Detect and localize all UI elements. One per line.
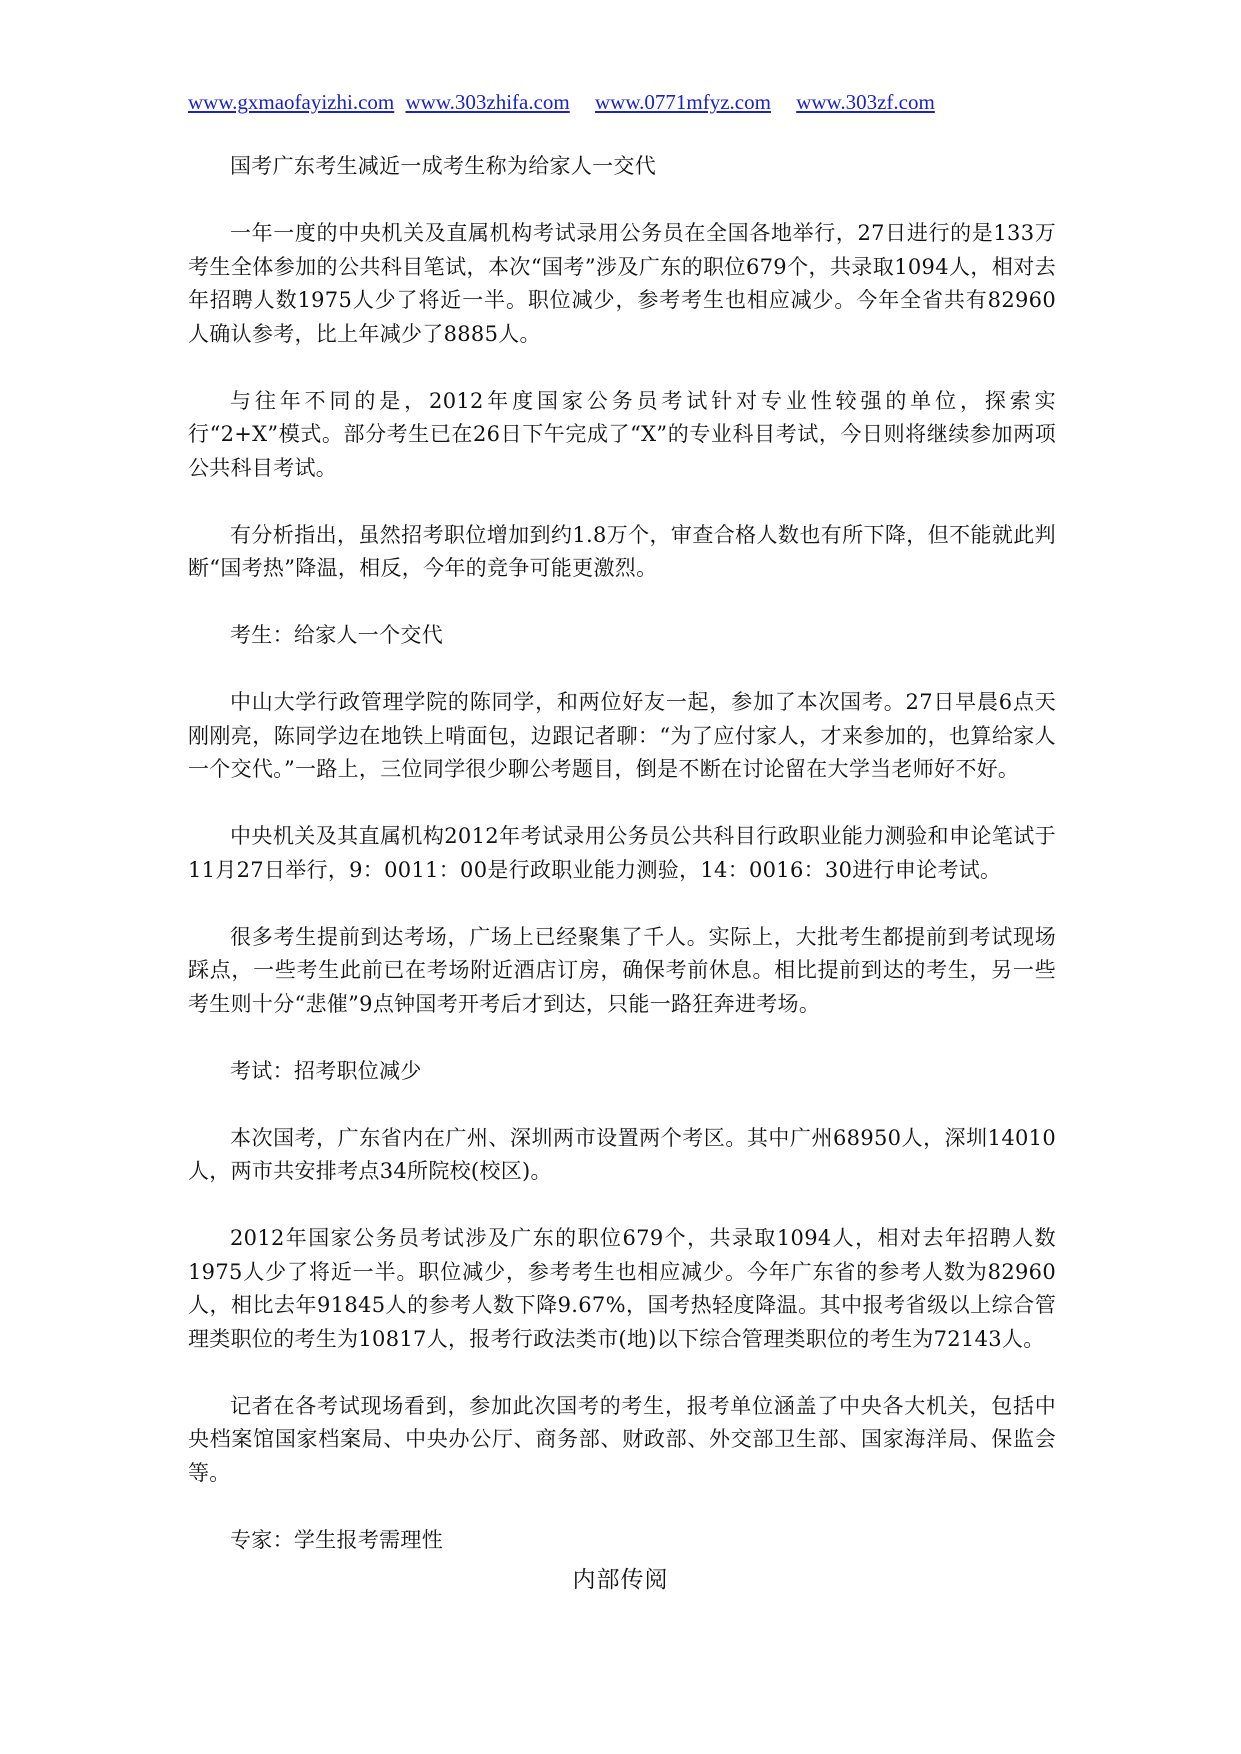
section-heading: 专家：学生报考需理性 — [230, 1527, 443, 1552]
footer-label: 内部传阅 — [572, 1567, 669, 1593]
paragraph: 记者在各考试现场看到，参加此次国考的考生，报考单位涵盖了中央各大机关，包括中央档案馆国家档案局、中央办公厅、商务部、财政部、外交部卫生部、国家海洋局、保监会等。 — [188, 1393, 1056, 1485]
header-links — [188, 88, 935, 116]
paragraph: 中山大学行政管理学院的陈同学，和两位好友一起，参加了本次国考。27日早晨6点天刚刚亮，陈同学边在地铁上啃面包，边跟记者聊：“为了应付家人，才来参加的，也算给家人一个交代。”一路上，三位同学很少聊公考题目，倒是不断在讨论留在大学当老师好不好。 — [188, 690, 1056, 781]
section-heading: 考生：给家人一个交代 — [230, 623, 443, 647]
article-title: 国考广东考生减近一成考生称为给家人一交代 — [230, 154, 656, 178]
article-body — [188, 150, 1056, 1591]
paragraph: 一年一度的中央机关及直属机构考试录用公务员在全国各地举行，27日进行的是133万考生全体参加的公共科目笔试，本次“国考”涉及广东的职位679个，共录取1094人，相对去年招聘人数1975人少了将近一半。职位减少，参考考生也相应减少。今年全省共有82960人确认参考，比上年减少了8885人。 — [188, 221, 1056, 346]
paragraph: 与往年不同的是，2012年度国家公务员考试针对专业性较强的单位，探索实行“2+X”模式。部分考生已在26日下午完成了“X”的专业科目考试，今日则将继续参加两项公共科目考试。 — [188, 388, 1056, 480]
paragraph: 2012年国家公务员考试涉及广东的职位679个，共录取1094人，相对去年招聘人数1975人少了将近一半。职位减少，参考考生也相应减少。今年广东省的参考人数为82960人，相比去年91845人的参考人数下降9.67%，国考热轻度降温。其中报考省级以上综合管理类职位的考生为10817人，报考行政法类市(地)以下综合管理类职位的考生为72143人。 — [188, 1226, 1056, 1351]
section-heading: 考试：招考职位减少 — [230, 1058, 422, 1083]
link-303zf[interactable]: www.303zf.com — [796, 90, 935, 114]
link-0771mfyz[interactable]: www.0771mfyz.com — [595, 90, 771, 114]
paragraph: 很多考生提前到达考场，广场上已经聚集了千人。实际上，大批考生都提前到考试现场踩点，一些考生此前已在考场附近酒店订房，确保考前休息。相比提前到达的考生，另一些考生则十分“悲催”9点钟国考开考后才到达，只能一路狂奔进考场。 — [188, 924, 1056, 1016]
link-gxmaofayizhi[interactable]: www.gxmaofayizhi.com — [188, 90, 395, 114]
paragraph: 本次国考，广东省内在广州、深圳两市设置两个考区。其中广州68950人，深圳14010人，两市共安排考点34所院校(校区)。 — [188, 1125, 1056, 1183]
paragraph: 有分析指出，虽然招考职位增加到约1.8万个，审查合格人数也有所下降，但不能就此判断“国考热”降温，相反，今年的竞争可能更激烈。 — [188, 522, 1056, 580]
paragraph: 中央机关及其直属机构2012年考试录用公务员公共科目行政职业能力测验和申论笔试于11月27日举行，9：0011：00是行政职业能力测验，14：0016：30进行申论考试。 — [188, 824, 1056, 882]
link-303zhifa[interactable]: www.303zhifa.com — [405, 90, 570, 114]
